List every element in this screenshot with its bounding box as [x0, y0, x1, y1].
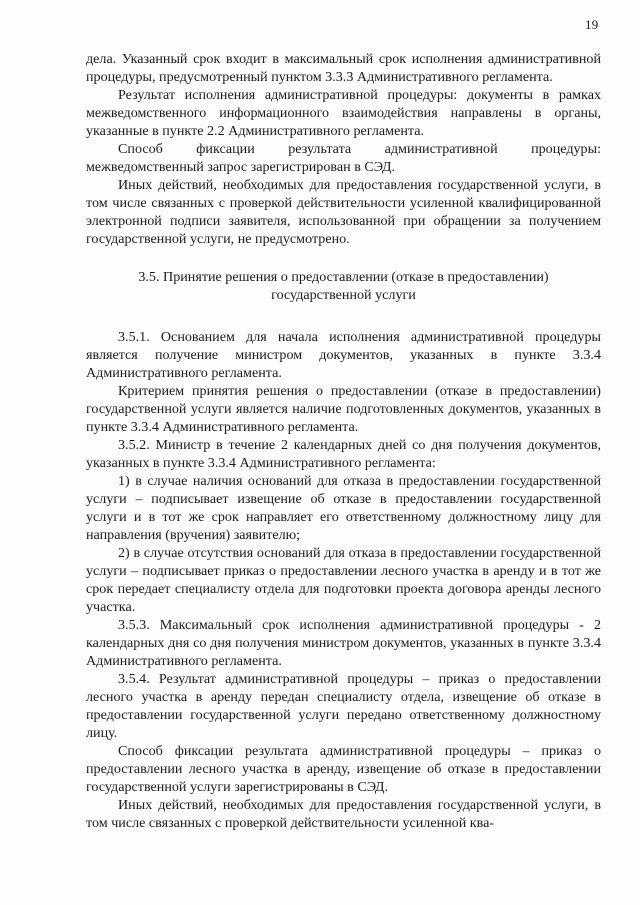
paragraph: дела. Указанный срок входит в максимальный срок исполнения административной процедуры, предусмотренный пунктом 3.3.3 Административного регламента.: [86, 51, 601, 85]
paragraph: Критерием принятия решения о предоставлении (отказе в предоставлении) государственной услуги является наличие подготовленных документов, указанных в пункте 3.3.4 Административного регламента.: [86, 383, 601, 435]
document-body: [86, 50, 601, 832]
list-item: 1) в случае наличия оснований для отказа в предоставлении государственной услуги – подписывает извещение об отказе в предоставлении государственной услуги и в тот же срок направляет его ответственному должностному лицу для направления (вручения) заявителю;: [86, 473, 601, 543]
paragraph: Результат исполнения административной процедуры: документы в рамках межведомственного информационного взаимодействия направлены в органы, указанные в пункте 2.2 Административного регламента.: [86, 87, 601, 139]
paragraph: 3.5.2. Министр в течение 2 календарных дней со дня получения документов, указанных в пункте 3.3.4 Административного регламента:: [86, 437, 601, 471]
paragraph: Способ фиксации результата административной процедуры – приказ о предоставлении лесного участка в аренду, извещение об отказе в предоставлении государственной услуги зарегистрированы в СЭД.: [86, 743, 601, 795]
paragraph: Иных действий, необходимых для предоставления государственной услуги, в том числе связанных с проверкой действительности усиленной квалифицированной электронной подписи заявителя, использованной при обращении за получением государственной услуги, не предусмотрено.: [86, 177, 601, 247]
paragraph: Способ фиксации результата административной процедуры: межведомственный запрос зарегистрирован в СЭД.: [86, 141, 601, 175]
paragraph: 3.5.3. Максимальный срок исполнения административной процедуры - 2 календарных дня со дня получения министром документов, указанных в пункте 3.3.4 Административного регламента.: [86, 617, 601, 669]
list-item: 2) в случае отсутствия оснований для отказа в предоставлении государственной услуги – подписывает приказ о предоставлении лесного участка в аренду и в тот же срок передает специалисту отдела для подготовки проекта договора аренды лесного участка.: [86, 545, 601, 615]
paragraph: Иных действий, необходимых для предоставления государственной услуги, в том числе связанных с проверкой действительности усиленной ква-: [86, 797, 601, 831]
paragraph: 3.5.1. Основанием для начала исполнения административной процедуры является получение министром документов, указанных в пункте 3.3.4 Административного регламента.: [86, 329, 601, 381]
paragraph: 3.5.4. Результат административной процедуры – приказ о предоставлении лесного участка в аренду передан специалисту отдела, извещение об отказе в предоставлении государственной услуги передано ответственному должностному лицу.: [86, 671, 601, 741]
section-heading: 3.5. Принятие решения о предоставлении (отказе в предоставлении) государственной услуги: [138, 269, 549, 303]
page-number: 19: [585, 17, 599, 32]
